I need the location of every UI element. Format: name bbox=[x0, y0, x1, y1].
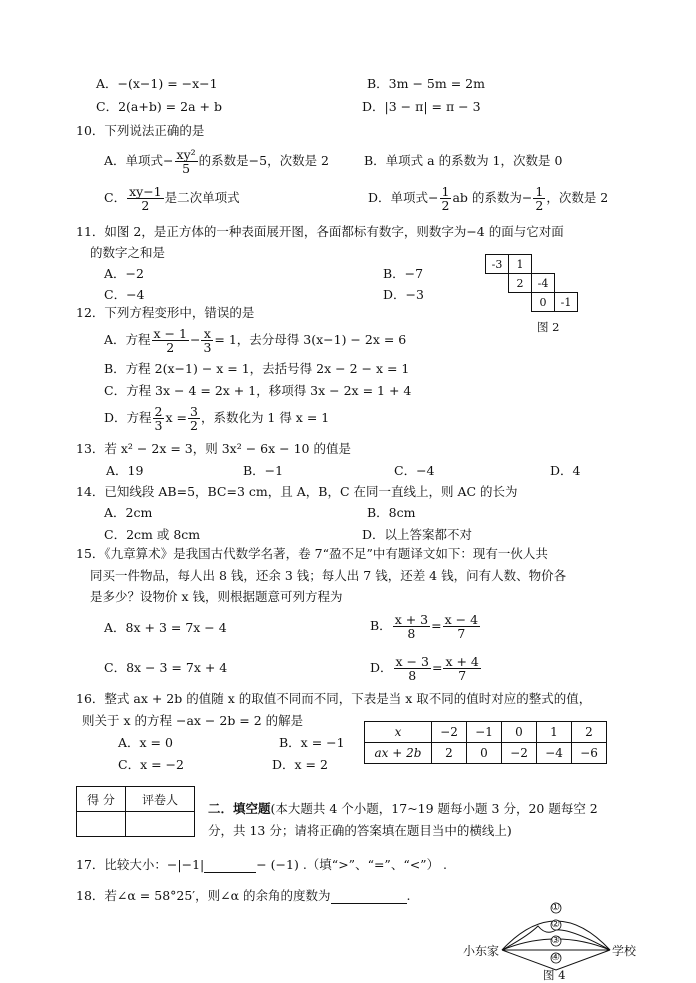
grader-label: 评卷人 bbox=[126, 787, 195, 812]
q10-option-b: B．单项式 a 的系数为 1，次数是 0 bbox=[364, 153, 563, 168]
fig4-home-label: 小东家 bbox=[463, 944, 500, 958]
net-cell: 0 bbox=[532, 293, 555, 312]
route-label-1: ① bbox=[551, 902, 560, 913]
table-cell: 2 bbox=[432, 743, 467, 764]
q16-option-b: B．x = −1 bbox=[279, 735, 345, 750]
q12-option-c: C．方程 3x − 4 = 2x + 1，移项得 3x − 2x = 1 + 4 bbox=[104, 383, 412, 398]
q17-line: 17．比较大小：−|−1| − (−1) .（填“>”、“=”、“<”） . bbox=[76, 857, 448, 872]
q12-option-d: D．方程 $\frac{2}{3}$ x = $\frac{3}{2}$ ，系数化为 1 得 x = 1 bbox=[104, 404, 330, 433]
q16-option-d: D．x = 2 bbox=[272, 757, 328, 772]
q10-option-a: A．单项式− $\frac{\text{xy²}}{5}$ 的系数是−5，次数是 2 bbox=[104, 147, 329, 176]
q13-option-b: B．−1 bbox=[243, 463, 284, 478]
net-cell: 2 bbox=[509, 274, 532, 293]
q10-option-c: C． $\frac{xy-1}{2}$ 是二次单项式 bbox=[104, 184, 240, 213]
q10-option-d: D．单项式− $\frac{1}{2}$ ab 的系数为− $\frac{1}{2}$ ，次数是 2 bbox=[368, 184, 609, 213]
q11-option-a: A．−2 bbox=[104, 266, 144, 281]
q14-stem: 14．已知线段 AB=5，BC=3 cm，且 A，B，C 在同一直线上，则 AC 的长为 bbox=[76, 484, 518, 499]
q16-line2: 则关于 x 的方程 −ax − 2b = 2 的解是 bbox=[82, 713, 304, 728]
q15-option-c: C．8x − 3 = 7x + 4 bbox=[104, 660, 228, 675]
score-label: 得 分 bbox=[77, 787, 126, 812]
net-cell: -1 bbox=[555, 293, 578, 312]
table-cell: 1 bbox=[537, 722, 572, 743]
net-cell: 1 bbox=[509, 255, 532, 274]
net-cell: -3 bbox=[486, 255, 509, 274]
table-cell: 2 bbox=[572, 722, 607, 743]
fig4-school-label: 学校 bbox=[612, 944, 637, 958]
q11-option-d: D．−3 bbox=[383, 287, 424, 302]
q17-answer-blank[interactable] bbox=[204, 858, 256, 873]
q9-option-c: C．2(a+b) = 2a + b bbox=[96, 99, 222, 114]
route-label-2: ② bbox=[551, 919, 560, 930]
q9-option-a: A．−(x−1) = −x−1 bbox=[96, 76, 218, 91]
section2-header bbox=[208, 801, 598, 817]
q9-option-b: B．3m − 5m = 2m bbox=[367, 76, 485, 91]
q11-stem-line1: 11．如图 2，是正方体的一种表面展开图，各面都标有数字，则数字为−4 的面与它对面 bbox=[76, 224, 564, 239]
q14-option-b: B．8cm bbox=[367, 505, 416, 520]
table-cell: 0 bbox=[467, 743, 502, 764]
q16-value-table bbox=[364, 721, 607, 764]
section2-desc2: 分，共 13 分；请将正确的答案填在题目当中的横线上) bbox=[208, 823, 512, 838]
q15-option-b: B． $\frac{x + 3}{8}$ = $\frac{x - 4}{7}$ bbox=[370, 612, 479, 641]
net-cell: -4 bbox=[532, 274, 555, 293]
table-cell: 0 bbox=[502, 722, 537, 743]
q18-line: 18．若∠α = 58°25′，则∠α 的余角的度数为 . bbox=[76, 888, 411, 903]
section2-title: 二．填空题 bbox=[208, 801, 271, 816]
q11-stem-line2: 的数字之和是 bbox=[90, 245, 166, 260]
q13-option-c: C．−4 bbox=[394, 463, 435, 478]
q13-option-a: A．19 bbox=[106, 463, 144, 478]
table-cell: −2 bbox=[502, 743, 537, 764]
q13-option-d: D．4 bbox=[550, 463, 581, 478]
q15-option-d: D． $\frac{x - 3}{8}$ = $\frac{x + 4}{7}$ bbox=[370, 654, 479, 683]
table-cell: −4 bbox=[537, 743, 572, 764]
table-cell: ax + 2b bbox=[365, 743, 432, 764]
q12-option-b: B．方程 2(x−1) − x = 1，去括号得 2x − 2 − x = 1 bbox=[104, 361, 410, 376]
q10-stem: 10．下列说法正确的是 bbox=[76, 123, 205, 138]
score-box bbox=[76, 786, 195, 837]
score-field[interactable] bbox=[77, 812, 126, 837]
table-cell: −6 bbox=[572, 743, 607, 764]
route-label-3: ③ bbox=[551, 935, 560, 946]
q14-option-c: C．2cm 或 8cm bbox=[104, 527, 201, 542]
q14-option-a: A．2cm bbox=[104, 505, 153, 520]
q9-option-d: D．|3 − π| = π − 3 bbox=[362, 99, 481, 114]
figure-2-caption: 图 2 bbox=[537, 320, 560, 334]
q16-option-c: C．x = −2 bbox=[118, 757, 184, 772]
q15-line2: 同买一件物品，每人出 8 钱，还余 3 钱；每人出 7 钱，还差 4 钱，问有人数、物价各 bbox=[90, 568, 567, 583]
q13-stem: 13．若 x² − 2x = 3，则 3x² − 6x − 10 的值是 bbox=[76, 441, 351, 456]
q12-option-a: A．方程 $\frac{x - 1}{2}$ − $\frac{x}{3}$ = 1，去分母得 3(x−1) − 2x = 6 bbox=[104, 326, 407, 355]
q12-stem: 12．下列方程变形中，错误的是 bbox=[76, 305, 255, 320]
q14-option-d: D．以上答案都不对 bbox=[362, 527, 473, 542]
grader-field[interactable] bbox=[126, 812, 195, 837]
q16-option-a: A．x = 0 bbox=[118, 735, 173, 750]
section2-desc1: (本大题共 4 个小题，17~19 题每小题 3 分，20 题每空 2 bbox=[270, 801, 598, 816]
q11-option-c: C．−4 bbox=[104, 287, 145, 302]
q11-option-b: B．−7 bbox=[383, 266, 424, 281]
q18-answer-blank[interactable] bbox=[331, 889, 407, 904]
q15-line1: 15．《九章算术》是我国古代数学名著，卷 7“盈不足”中有题译文如下：现有一伙人共 bbox=[76, 546, 548, 561]
cube-net-figure bbox=[485, 254, 578, 312]
q15-line3: 是多少？设物价 x 钱，则根据题意可列方程为 bbox=[90, 589, 343, 604]
q16-line1: 16．整式 ax + 2b 的值随 x 的取值不同而不同，下表是当 x 取不同的值时对应的整式的值， bbox=[76, 691, 592, 706]
route-label-4: ④ bbox=[551, 952, 560, 963]
figure-4-caption: 图 4 bbox=[543, 968, 566, 982]
q15-option-a: A．8x + 3 = 7x − 4 bbox=[104, 620, 227, 635]
table-cell: x bbox=[365, 722, 432, 743]
table-cell: −2 bbox=[432, 722, 467, 743]
table-cell: −1 bbox=[467, 722, 502, 743]
